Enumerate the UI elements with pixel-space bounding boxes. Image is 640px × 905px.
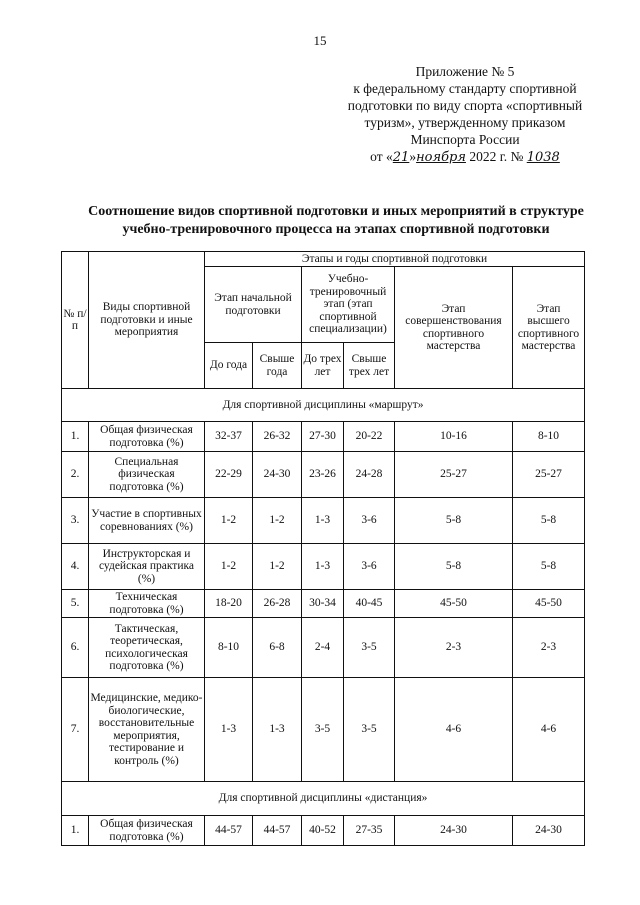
cell-value: 32-37 xyxy=(205,422,253,452)
appendix-line: туризм», утвержденному приказом xyxy=(364,115,566,130)
cell-value: 8-10 xyxy=(513,422,585,452)
cell-value: 40-52 xyxy=(302,816,344,846)
order-day: 21 xyxy=(392,150,410,165)
cell-value: 25-27 xyxy=(395,452,513,498)
cell-value: 5-8 xyxy=(513,544,585,590)
header-stage-highest: Этап высшего спортивного мастерства xyxy=(513,267,585,389)
cell-value: 3-5 xyxy=(302,678,344,782)
cell-value: 24-30 xyxy=(395,816,513,846)
row-label: Участие в спортивных соревнованиях (%) xyxy=(89,498,205,544)
row-label: Техническая подготовка (%) xyxy=(89,590,205,618)
cell-value: 26-32 xyxy=(253,422,302,452)
cell-value: 2-4 xyxy=(302,618,344,678)
cell-value: 2-3 xyxy=(395,618,513,678)
cell-value: 30-34 xyxy=(302,590,344,618)
appendix-line: подготовки по виду спорта «спортивный xyxy=(347,98,583,113)
cell-value: 1-2 xyxy=(253,498,302,544)
cell-value: 8-10 xyxy=(205,618,253,678)
row-num: 1. xyxy=(62,816,89,846)
order-mid: » xyxy=(409,149,417,164)
training-ratio-table xyxy=(61,251,585,846)
header-stage-initial: Этап начальной подготовки xyxy=(205,267,302,343)
cell-value: 24-30 xyxy=(253,452,302,498)
cell-value: 5-8 xyxy=(395,498,513,544)
cell-value: 10-16 xyxy=(395,422,513,452)
order-prefix: от « xyxy=(370,149,393,164)
cell-value: 24-30 xyxy=(513,816,585,846)
order-line xyxy=(340,148,590,166)
row-label: Медицинские, медико-биологические, восстановительные мероприятия, тестирование и контроль (%) xyxy=(89,678,205,782)
cell-value: 27-35 xyxy=(344,816,395,846)
cell-value: 3-5 xyxy=(344,678,395,782)
cell-value: 1-3 xyxy=(205,678,253,782)
row-label: Инструкторская и судейская практика (%) xyxy=(89,544,205,590)
row-label: Тактическая, теоретическая, психологическая подготовка (%) xyxy=(89,618,205,678)
header-training-over3: Свыше трех лет xyxy=(344,343,395,389)
cell-value: 27-30 xyxy=(302,422,344,452)
header-stage-improvement: Этап совершенствования спортивного мастерства xyxy=(395,267,513,389)
cell-value: 26-28 xyxy=(253,590,302,618)
appendix-line: к федеральному стандарту спортивной xyxy=(353,81,577,96)
row-num: 4. xyxy=(62,544,89,590)
row-num: 2. xyxy=(62,452,89,498)
row-num: 7. xyxy=(62,678,89,782)
cell-value: 24-28 xyxy=(344,452,395,498)
cell-value: 6-8 xyxy=(253,618,302,678)
cell-value: 2-3 xyxy=(513,618,585,678)
cell-value: 1-3 xyxy=(302,544,344,590)
cell-value: 44-57 xyxy=(253,816,302,846)
cell-value: 45-50 xyxy=(395,590,513,618)
order-number: 1038 xyxy=(526,150,560,165)
row-num: 5. xyxy=(62,590,89,618)
row-num: 1. xyxy=(62,422,89,452)
header-initial-year1: До года xyxy=(205,343,253,389)
row-label: Специальная физическая подготовка (%) xyxy=(89,452,205,498)
cell-value: 23-26 xyxy=(302,452,344,498)
cell-value: 20-22 xyxy=(344,422,395,452)
header-initial-over1: Свыше года xyxy=(253,343,302,389)
header-num: № п/п xyxy=(62,252,89,389)
cell-value: 22-29 xyxy=(205,452,253,498)
document-title xyxy=(55,203,617,239)
cell-value: 1-3 xyxy=(302,498,344,544)
title-line: учебно-тренировочного процесса на этапах спортивной подготовки xyxy=(122,222,550,237)
header-stage-training: Учебно-тренировочный этап (этап спортивной специализации) xyxy=(302,267,395,343)
row-num: 6. xyxy=(62,618,89,678)
header-training-upto3: До трех лет xyxy=(302,343,344,389)
cell-value: 45-50 xyxy=(513,590,585,618)
title-line: Соотношение видов спортивной подготовки и иных мероприятий в структуре xyxy=(88,204,584,219)
order-month: ноября xyxy=(416,150,466,165)
cell-value: 3-6 xyxy=(344,544,395,590)
cell-value: 40-45 xyxy=(344,590,395,618)
cell-value: 25-27 xyxy=(513,452,585,498)
cell-value: 5-8 xyxy=(513,498,585,544)
row-label: Общая физическая подготовка (%) xyxy=(89,816,205,846)
header-stages: Этапы и годы спортивной подготовки xyxy=(205,252,585,267)
section-header-route: Для спортивной дисциплины «маршрут» xyxy=(62,389,585,422)
page-number: 15 xyxy=(313,33,327,48)
header-kinds: Виды спортивной подготовки и иные мероприятия xyxy=(89,252,205,389)
cell-value: 44-57 xyxy=(205,816,253,846)
section-header-distance: Для спортивной дисциплины «дистанция» xyxy=(62,782,585,816)
row-num: 3. xyxy=(62,498,89,544)
appendix-line: Минспорта России xyxy=(410,132,520,147)
cell-value: 4-6 xyxy=(513,678,585,782)
cell-value: 3-5 xyxy=(344,618,395,678)
cell-value: 1-2 xyxy=(205,498,253,544)
cell-value: 3-6 xyxy=(344,498,395,544)
cell-value: 1-2 xyxy=(253,544,302,590)
appendix-block xyxy=(340,63,590,166)
cell-value: 1-2 xyxy=(205,544,253,590)
cell-value: 1-3 xyxy=(253,678,302,782)
order-year: 2022 г. № xyxy=(465,149,527,164)
cell-value: 18-20 xyxy=(205,590,253,618)
appendix-line: Приложение № 5 xyxy=(415,64,515,79)
cell-value: 5-8 xyxy=(395,544,513,590)
row-label: Общая физическая подготовка (%) xyxy=(89,422,205,452)
cell-value: 4-6 xyxy=(395,678,513,782)
